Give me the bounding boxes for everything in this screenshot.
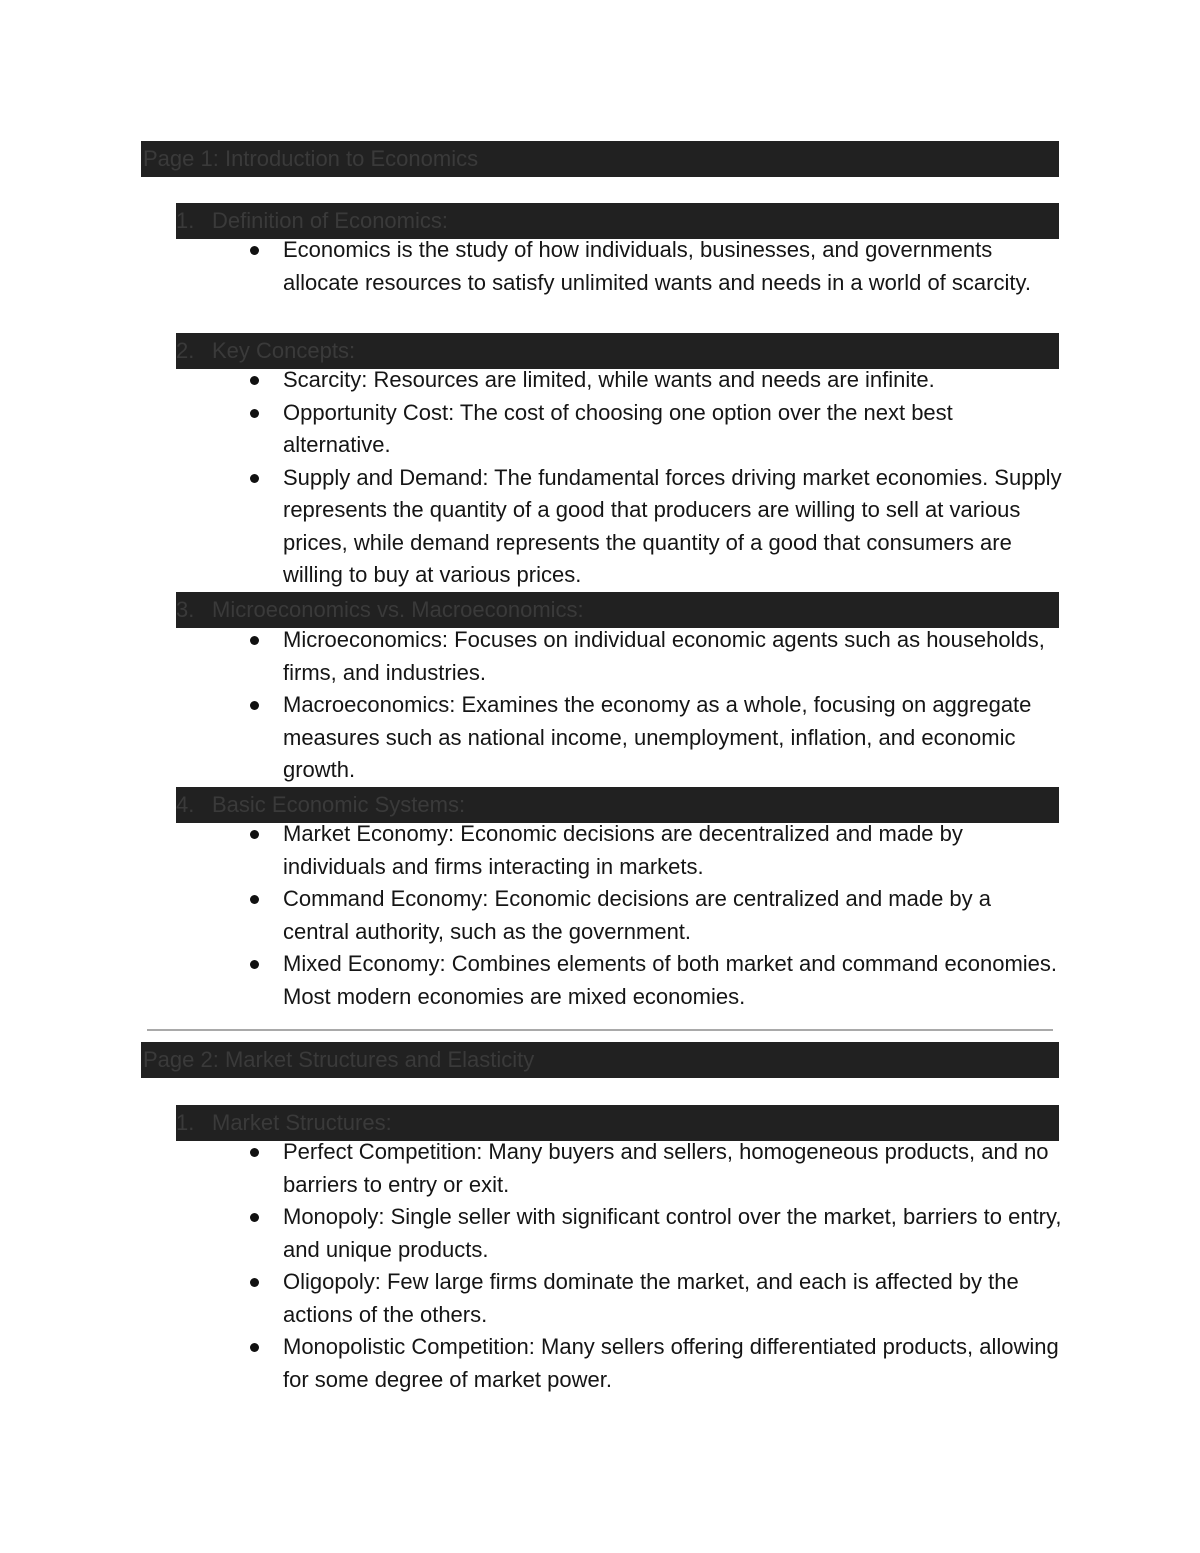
- bullet-text: Command Economy: Economic decisions are centralized and made by a central authority, such as the government.: [283, 886, 992, 944]
- list-item: [283, 397, 1063, 462]
- section-number: 1.: [176, 1110, 195, 1135]
- list-item: [283, 1331, 1063, 1396]
- section-number: 3.: [176, 597, 195, 622]
- bullet-dot-icon: [250, 895, 259, 904]
- list-item: [283, 883, 1063, 948]
- section-title: Definition of Economics:: [212, 208, 448, 233]
- section-title: Basic Economic Systems:: [212, 792, 466, 817]
- bullet-text: Monopoly: Single seller with significant control over the market, barriers to entry, and unique products.: [283, 1204, 1062, 1262]
- bullet-dot-icon: [250, 474, 259, 483]
- list-item: [283, 818, 1063, 883]
- section-title: Market Structures:: [212, 1110, 392, 1135]
- list-item: [283, 1136, 1063, 1201]
- bullet-dot-icon: [250, 409, 259, 418]
- list-item: [283, 234, 1063, 299]
- list-item: [283, 689, 1063, 787]
- bullet-dot-icon: [250, 1213, 259, 1222]
- bullet-dot-icon: [250, 246, 259, 255]
- section-title: Key Concepts:: [212, 338, 356, 363]
- section-number: 4.: [176, 792, 195, 817]
- bullet-dot-icon: [250, 376, 259, 385]
- bullet-list-micro-macro: [283, 624, 1063, 787]
- bullet-text: Opportunity Cost: The cost of choosing one option over the next best alternative.: [283, 399, 953, 457]
- bullet-text: Perfect Competition: Many buyers and sellers, homogeneous products, and no barriers to entry or exit.: [283, 1139, 1049, 1197]
- bullet-dot-icon: [250, 701, 259, 710]
- bullet-text: Supply and Demand: The fundamental forces driving market economies. Supply represents the quantity of a good that producers are willing to sell at various prices, while demand represents the quantity of a good that consumers are willing to buy at various prices.: [283, 464, 1062, 587]
- list-item: [283, 1266, 1063, 1331]
- bullet-text: Economics is the study of how individuals, businesses, and governments allocate resources to satisfy unlimited wants and needs in a world of scarcity.: [283, 237, 1031, 295]
- bullet-list-economic-systems: [283, 818, 1063, 1013]
- bullet-dot-icon: [250, 1278, 259, 1287]
- page-1-title: Page 1: Introduction to Economics: [141, 141, 1059, 177]
- bullet-list-definition: [283, 234, 1063, 299]
- bullet-text: Mixed Economy: Combines elements of both market and command economies. Most modern economies are mixed economies.: [283, 951, 1058, 1009]
- bullet-dot-icon: [250, 1148, 259, 1157]
- bullet-text: Microeconomics: Focuses on individual economic agents such as households, firms, and industries.: [283, 627, 1045, 685]
- section-number: 1.: [176, 208, 195, 233]
- bullet-text: Market Economy: Economic decisions are decentralized and made by individuals and firms interacting in markets.: [283, 821, 963, 879]
- bullet-text: Monopolistic Competition: Many sellers offering differentiated products, allowing for some degree of market power.: [283, 1334, 1059, 1392]
- bullet-text: Oligopoly: Few large firms dominate the market, and each is affected by the actions of the others.: [283, 1269, 1019, 1327]
- bullet-dot-icon: [250, 960, 259, 969]
- list-item: [283, 624, 1063, 689]
- bullet-dot-icon: [250, 830, 259, 839]
- page-divider: [147, 1029, 1053, 1031]
- bullet-dot-icon: [250, 636, 259, 645]
- list-item: [283, 462, 1063, 592]
- bullet-list-market-structures: [283, 1136, 1063, 1396]
- section-number: 2.: [176, 338, 195, 363]
- page-2-title: Page 2: Market Structures and Elasticity: [141, 1042, 1059, 1078]
- section-heading-micro-macro: [176, 592, 1059, 628]
- list-item: [283, 1201, 1063, 1266]
- bullet-dot-icon: [250, 1343, 259, 1352]
- list-item: [283, 364, 1063, 397]
- bullet-list-key-concepts: [283, 364, 1063, 592]
- bullet-text: Macroeconomics: Examines the economy as a whole, focusing on aggregate measures such as national income, unemployment, inflation, and economic growth.: [283, 692, 1032, 782]
- section-title: Microeconomics vs. Macroeconomics:: [212, 597, 584, 622]
- bullet-text: Scarcity: Resources are limited, while wants and needs are infinite.: [283, 367, 935, 392]
- list-item: [283, 948, 1063, 1013]
